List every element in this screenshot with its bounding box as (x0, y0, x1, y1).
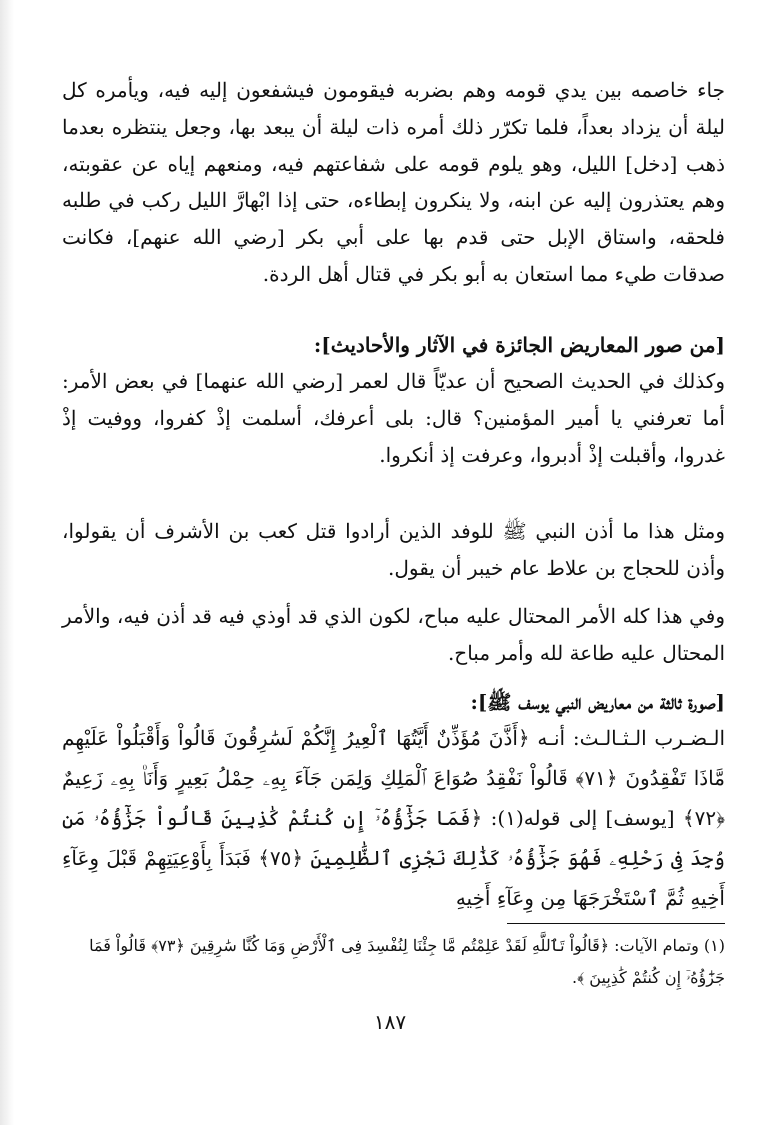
paragraph-text: جاء خاصمه بين يدي قومه وهم بضربه فيقومون فيشفعون إليه فيه، ويأمره كل ليلة أن يزداد بعداً، فلما تكرّر ذلك أمره ذات ليلة أن يبعد بها، وجعل ينتظره بعدما ذهب [دخل] الليل، وهو يلوم قومه على شفاعتهم فيه، ومنعهم إياه عن عقوبته، وهم يعتذرون إليه عن ابنه، ولا ينكرون إبطاءه، حتى إذا ابْهارَّ الليل ركب في طلبه فلحقه، واستاق الإبل حتى قدم بها على أبي بكر [رضي الله عنهم]، فكانت صدقات طيء مما استعان به أبو بكر في قتال أهل الردة. (62, 78, 725, 286)
paragraph-third-type-quran (62, 718, 725, 918)
paragraph-adi-and-umar (62, 363, 725, 473)
paragraph-continued (62, 72, 725, 293)
footnote-text: (١) وتمام الآيات: ﴿قَالُواْ تَٱللَّهِ لَقَدْ عَلِمْتُم مَّا جِئْنَا لِنُفْسِدَ فِى ٱلْأَرْضِ وَمَا كُنَّا سَٰرِقِينَ ﴿٧٣﴾ قَالُواْ فَمَا جَزَٰٓؤُهُۥٓ إِن كُنتُمْ كَٰذِبِينَ ﴾. (89, 936, 725, 987)
heading-text: [من صور المعاريض الجائزة في الآثار والأحاديث]: (313, 333, 725, 357)
footnote (62, 930, 725, 994)
page-number: ١٨٧ (373, 1010, 407, 1034)
paragraph-kaab-ibn-al-ashraf (62, 513, 725, 587)
paragraph-permissible-matter (62, 598, 725, 672)
heading-text: [صورة ثالثة من معاريض النبي يوسف ﷺ]: (470, 690, 725, 714)
section-heading-permissible-allusions (62, 327, 725, 363)
paragraph-text: الـضـرب الـثـالـث: أنـه ﴿أَذَّنَ مُؤَذِّنٌ أَيَّتُهَا ٱلْعِيرُ إِنَّكُمْ لَسَٰرِقُونَ قَالُواْ وَأَقْبَلُواْ عَلَيْهِم مَّاذَا تَفْقِدُونَ ﴿٧١﴾ قَالُواْ نَفْقِدُ صُوَاعَ ٱلْمَلِكِ وَلِمَن جَآءَ بِهِۦ حِمْلُ بَعِيرٍ وَأَنَا۠ بِهِۦ زَعِيمٌ ﴿٧٢﴾ [يوسف] إلى قوله(١): ﴿فَمَا جَزَٰٓؤُهُۥٓ إِن كُنتُمْ كَٰذِبِينَ قَالُواْ جَزَٰٓؤُهُۥ مَن وُجِدَ فِى رَحْلِهِۦ فَهُوَ جَزَٰٓؤُهُۥ كَذَٰلِكَ نَجْزِى ٱلظَّٰلِمِينَ ﴿٧٥﴾ فَبَدَأَ بِأَوْعِيَتِهِمْ قَبْلَ وِعَآءِ أَخِيهِ ثُمَّ ٱسْتَخْرَجَهَا مِن وِعَآءِ أَخِيهِ (62, 726, 726, 910)
footnote-divider (507, 923, 725, 924)
paragraph-text: وكذلك في الحديث الصحيح أن عديّاً قال لعمر [رضي الله عنهما] في بعض الأمر: أما تعرفني يا أمير المؤمنين؟ قال: بلى أعرفك، أسلمت إذْ كفروا، ووفيت إذْ غدروا، وأقبلت إذْ أدبروا، وعرفت إذ أنكروا. (62, 369, 725, 467)
section-heading-yusuf (62, 684, 725, 720)
paragraph-text: ومثل هذا ما أذن النبي ﷺ للوفد الذين أرادوا قتل كعب بن الأشرف أن يقولوا، وأذن للحجاج بن علاط عام خيبر أن يقول. (62, 519, 725, 580)
page-edge-shadow (0, 0, 14, 1125)
paragraph-text: وفي هذا كله الأمر المحتال عليه مباح، لكون الذي قد أوذي فيه قد أذن فيه، والأمر المحتال عليه طاعة لله وأمر مباح. (62, 604, 725, 665)
